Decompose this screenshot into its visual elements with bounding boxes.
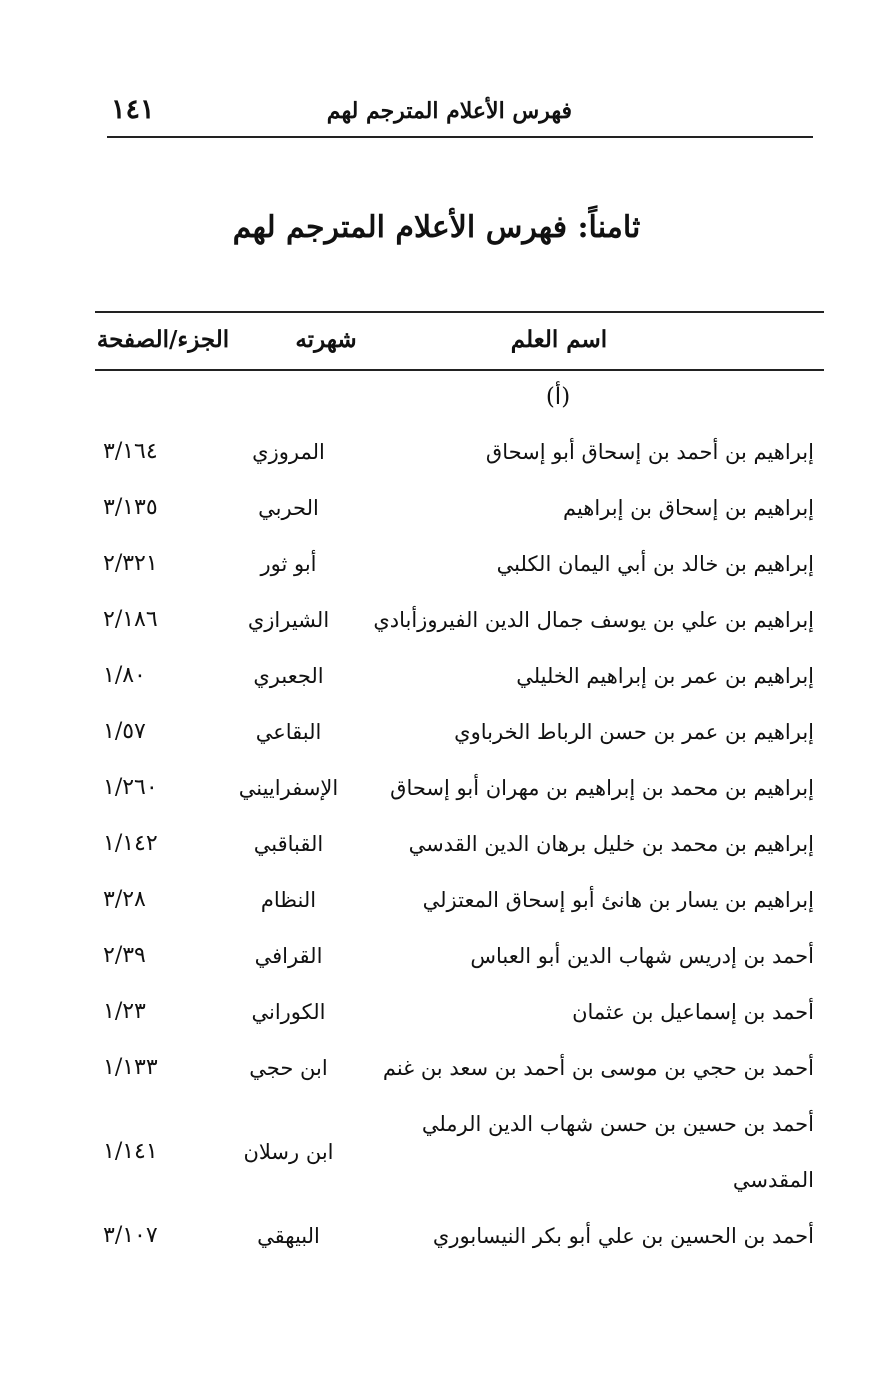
row-fame: ابن رسلان [243, 1140, 334, 1164]
row-volume-page: ١/٢٣ [103, 999, 146, 1024]
row-name: أحمد بن الحسين بن علي أبو بكر النيسابوري [432, 1224, 814, 1248]
row-name: إبراهيم بن يسار بن هانئ أبو إسحاق المعتزلي [422, 888, 814, 912]
table-row [95, 536, 824, 592]
row-name: إبراهيم بن عمر بن حسن الرباط الخرباوي [454, 720, 814, 744]
row-fame: الإسفراييني [238, 776, 339, 800]
table-row [95, 816, 824, 872]
section-title: ثامناً: فهرس الأعلام المترجم لهم [232, 210, 641, 245]
table-row [95, 648, 824, 704]
table-row [95, 1040, 824, 1096]
row-volume-page: ٣/٢٨ [103, 887, 146, 912]
row-name: أحمد بن إدريس شهاب الدين أبو العباس [470, 944, 814, 968]
table-row [95, 480, 824, 536]
table-row [95, 1208, 824, 1264]
row-volume-page: ٢/١٨٦ [103, 607, 158, 632]
row-fame: الشيرازي [247, 608, 330, 632]
letter-heading: (أ) [545, 384, 571, 410]
row-name: أحمد بن حسين بن حسن شهاب الدين الرملي المقدسي [421, 1112, 814, 1192]
column-header-fame: شهرته [295, 326, 357, 353]
column-header-name: اسم العلم [510, 326, 608, 353]
row-fame: النظام [260, 888, 317, 912]
row-name: إبراهيم بن خالد بن أبي اليمان الكلبي [496, 552, 814, 576]
row-volume-page: ١/١٤٢ [103, 831, 158, 856]
table-row [95, 1096, 824, 1208]
row-fame: الحربي [258, 496, 319, 520]
table-row [95, 704, 824, 760]
column-header-volume-page: الجزء/الصفحة [96, 326, 230, 353]
row-fame: ابن حجي [249, 1056, 328, 1080]
table-top-rule [95, 311, 824, 313]
row-name: إبراهيم بن علي بن يوسف جمال الدين الفيروزأبادي [373, 608, 814, 632]
row-volume-page: ١/٥٧ [103, 719, 146, 744]
table-header-rule [95, 369, 824, 371]
row-volume-page: ١/٨٠ [103, 663, 146, 688]
row-name: إبراهيم بن إسحاق بن إبراهيم [562, 496, 814, 520]
running-header [107, 92, 813, 138]
row-volume-page: ٣/١٦٤ [103, 439, 158, 464]
page-number: ١٤١ [111, 94, 155, 125]
row-volume-page: ١/١٤١ [103, 1139, 158, 1164]
row-volume-page: ٢/٣٩ [103, 943, 146, 968]
row-name: إبراهيم بن أحمد بن إسحاق أبو إسحاق [485, 440, 814, 464]
row-fame: القرافي [254, 944, 323, 968]
row-volume-page: ٢/٣٢١ [103, 551, 158, 576]
row-volume-page: ١/١٣٣ [103, 1055, 158, 1080]
row-fame: الجعبري [253, 664, 324, 688]
table-row [95, 928, 824, 984]
row-fame: الكوراني [251, 1000, 326, 1024]
row-name: أحمد بن حجي بن موسى بن أحمد بن سعد بن غنم [382, 1056, 814, 1080]
table-row [95, 760, 824, 816]
index-rows [95, 424, 824, 1264]
table-row [95, 872, 824, 928]
table-row [95, 984, 824, 1040]
row-name: إبراهيم بن محمد بن خليل برهان الدين القدسي [408, 832, 814, 856]
index-table [95, 311, 824, 1248]
row-fame: البقاعي [255, 720, 322, 744]
row-volume-page: ٣/١٣٥ [103, 495, 158, 520]
running-header-title: فهرس الأعلام المترجم لهم [326, 98, 572, 124]
row-fame: القباقبي [253, 832, 324, 856]
row-fame: أبو ثور [260, 552, 317, 576]
row-volume-page: ١/٢٦٠ [103, 775, 158, 800]
table-row [95, 424, 824, 480]
row-name: إبراهيم بن محمد بن إبراهيم بن مهران أبو إسحاق [390, 776, 814, 800]
row-name: أحمد بن إسماعيل بن عثمان [572, 1000, 814, 1024]
row-name: إبراهيم بن عمر بن إبراهيم الخليلي [516, 664, 814, 688]
table-row [95, 592, 824, 648]
row-volume-page: ٣/١٠٧ [103, 1223, 158, 1248]
row-fame: البيهقي [257, 1224, 320, 1248]
row-fame: المروزي [252, 440, 325, 464]
